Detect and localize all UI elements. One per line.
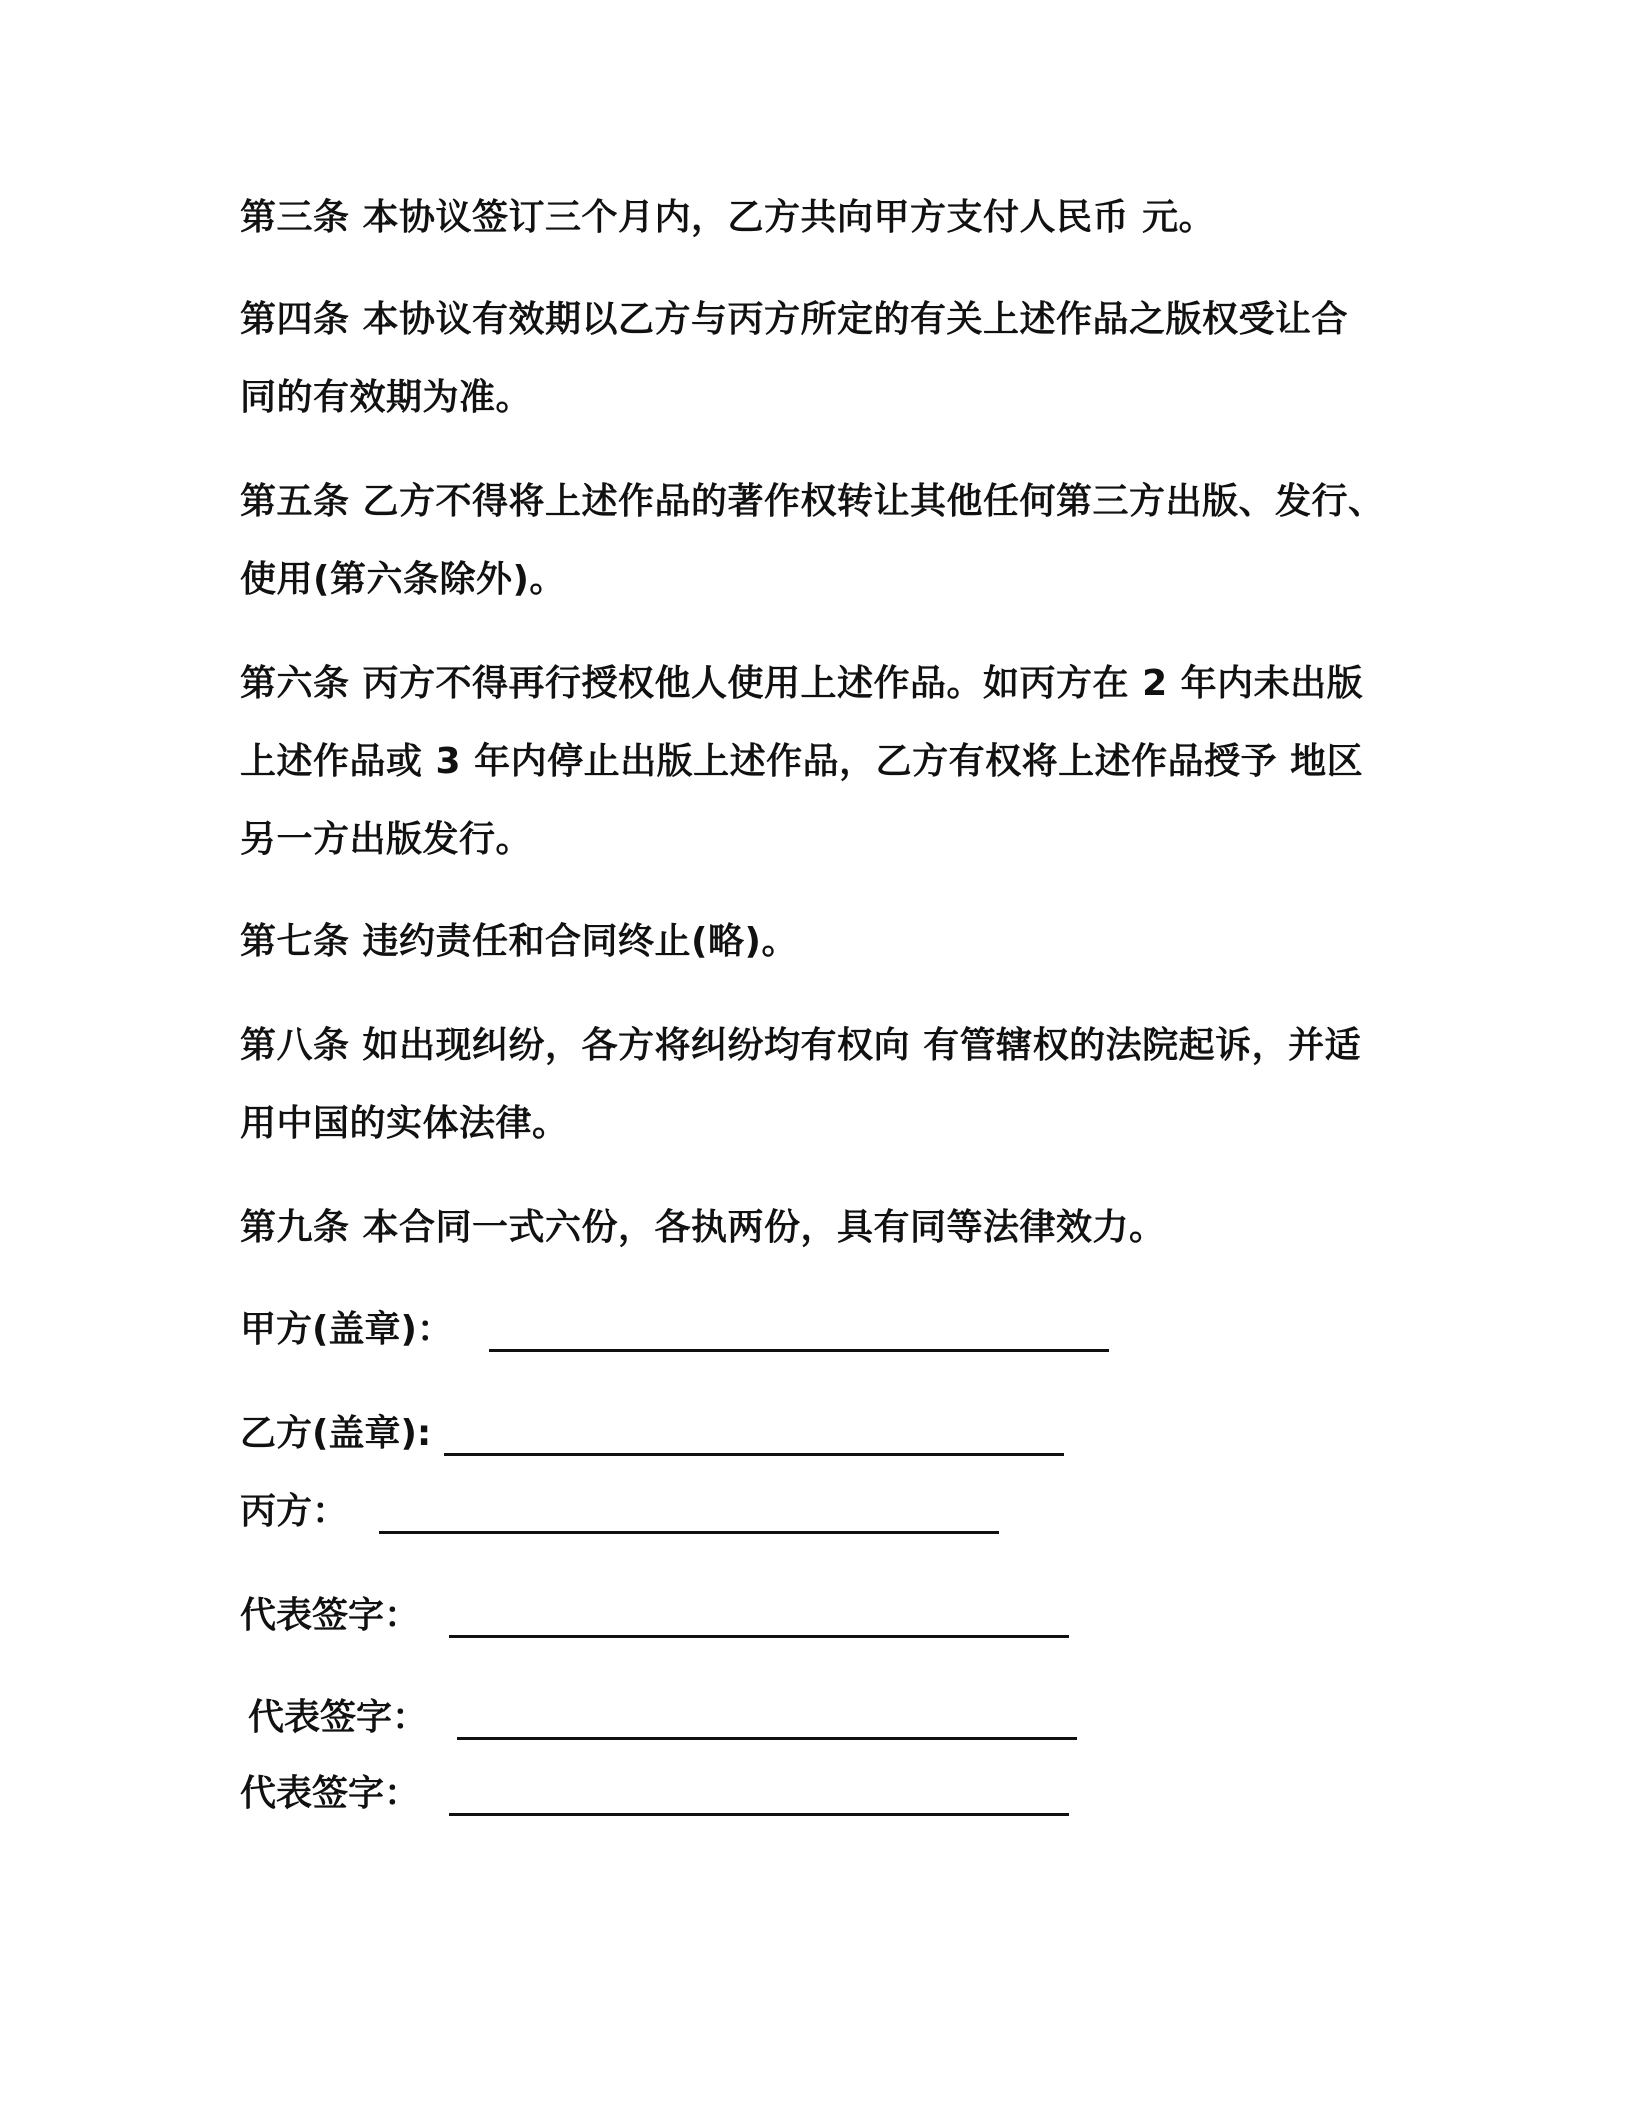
party-b-signature-line[interactable] xyxy=(444,1417,1064,1456)
article-7-line-1: 第七条 违约责任和合同终止(略)。 xyxy=(240,921,798,962)
article-5-line-2: 使用(第六条除外)。 xyxy=(240,559,566,600)
article-6-line-1: 第六条 丙方不得再行授权他人使用上述作品。如丙方在 2 年内未出版 xyxy=(240,663,1364,704)
article-5-line-1: 第五条 乙方不得将上述作品的著作权转让其他任何第三方出版、发行、 xyxy=(240,481,1385,522)
rep-2-signature-row xyxy=(248,1696,1077,1740)
party-c-signature-row xyxy=(240,1490,999,1534)
rep-3-signature-line[interactable] xyxy=(449,1777,1069,1816)
article-8-line-1: 第八条 如出现纠纷，各方将纠纷均有权向 有管辖权的法院起诉，并适 xyxy=(240,1025,1362,1066)
party-b-label: 乙方(盖章): xyxy=(240,1413,432,1454)
party-c-signature-line[interactable] xyxy=(379,1495,999,1534)
article-3-line-1: 第三条 本协议签订三个月内，乙方共向甲方支付人民币 元。 xyxy=(240,197,1216,238)
rep-3-signature-row xyxy=(240,1772,1069,1816)
article-6-line-2: 上述作品或 3 年内停止出版上述作品，乙方有权将上述作品授予 地区 xyxy=(240,741,1364,782)
article-6-line-3: 另一方出版发行。 xyxy=(240,819,533,860)
rep-1-signature-line[interactable] xyxy=(449,1599,1069,1638)
rep-2-signature-line[interactable] xyxy=(457,1701,1077,1740)
party-a-signature-line[interactable] xyxy=(489,1313,1109,1352)
article-4-line-1: 第四条 本协议有效期以乙方与丙方所定的有关上述作品之版权受让合 xyxy=(240,299,1349,340)
article-9-line-1: 第九条 本合同一式六份，各执两份，具有同等法律效力。 xyxy=(240,1207,1166,1248)
rep-1-signature-row xyxy=(240,1594,1069,1638)
article-4-line-2: 同的有效期为准。 xyxy=(240,377,533,418)
rep-3-label: 代表签字： xyxy=(240,1773,421,1814)
article-8-line-2: 用中国的实体法律。 xyxy=(240,1103,569,1144)
rep-2-label: 代表签字： xyxy=(248,1697,429,1738)
party-b-signature-row xyxy=(240,1412,1064,1456)
rep-1-label: 代表签字： xyxy=(240,1595,421,1636)
party-a-signature-row xyxy=(240,1308,1109,1352)
party-c-label: 丙方： xyxy=(240,1491,349,1532)
party-a-label: 甲方(盖章)： xyxy=(240,1309,453,1350)
